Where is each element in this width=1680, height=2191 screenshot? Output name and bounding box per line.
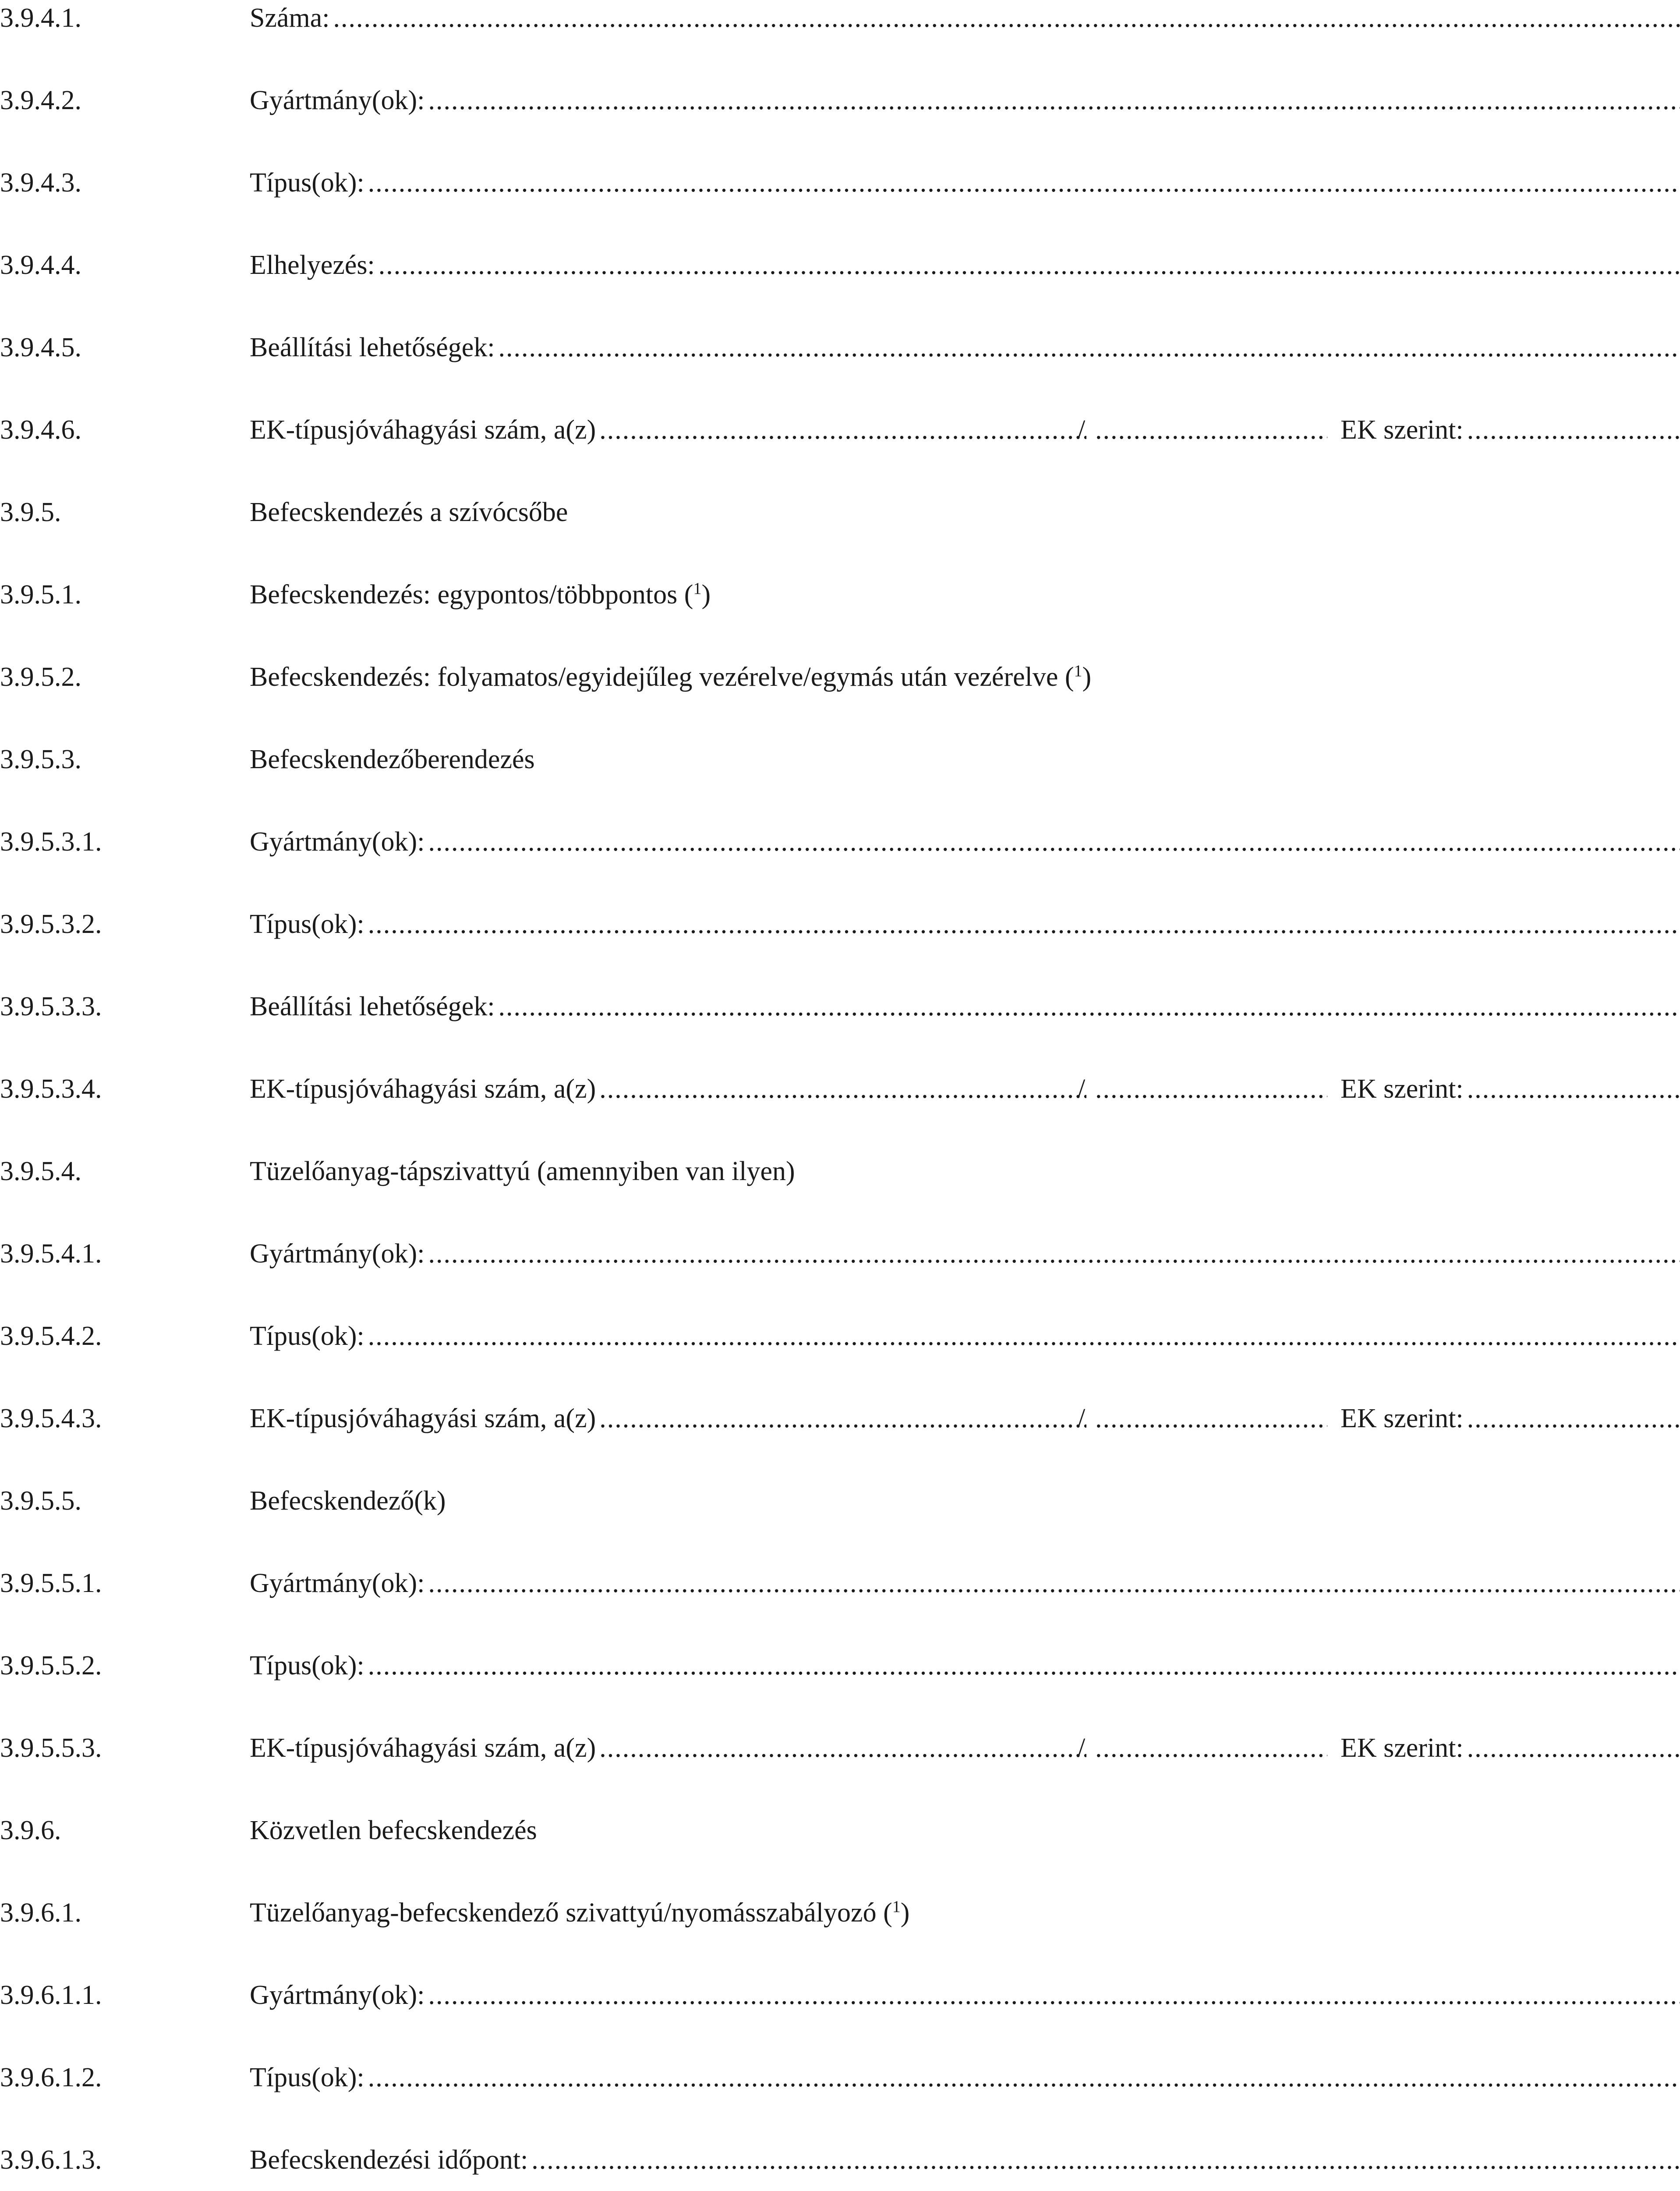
item-label-text: Befecskendezés: egypontos/többpontos ( bbox=[250, 580, 693, 610]
fill-in-blank[interactable] bbox=[428, 1230, 1680, 1278]
item-label-text: Befecskendezőberendezés bbox=[250, 745, 535, 774]
form-row bbox=[0, 1230, 1680, 1278]
fill-in-blank[interactable] bbox=[531, 2136, 1680, 2184]
fill-in-blank[interactable] bbox=[368, 900, 1680, 948]
item-label-suffix: ) bbox=[1082, 662, 1092, 692]
item-label-text: Elhelyezés: bbox=[250, 250, 375, 280]
item-content bbox=[250, 0, 1680, 42]
item-content bbox=[250, 2053, 1680, 2102]
approval-number-field-group bbox=[250, 1065, 1680, 1113]
item-label bbox=[250, 2053, 364, 2102]
item-content bbox=[250, 159, 1680, 207]
item-content bbox=[250, 1477, 1680, 1525]
item-label bbox=[250, 982, 495, 1031]
item-content bbox=[250, 488, 1680, 536]
fill-in-blank[interactable] bbox=[1095, 1065, 1327, 1113]
form-row bbox=[0, 1724, 1680, 1772]
fill-in-blank[interactable] bbox=[1095, 1394, 1327, 1443]
item-content bbox=[250, 241, 1680, 289]
item-content bbox=[250, 1971, 1680, 2019]
form-row bbox=[0, 1971, 1680, 2019]
item-label bbox=[250, 1559, 424, 1607]
according-to-segment bbox=[1340, 1065, 1680, 1113]
item-content bbox=[250, 323, 1680, 372]
item-label-text: Gyártmány(ok): bbox=[250, 1568, 425, 1598]
fill-in-blank[interactable] bbox=[368, 159, 1680, 207]
form-row bbox=[0, 1477, 1680, 1525]
ek-according-label: EK szerint: bbox=[1340, 1733, 1464, 1763]
ek-according-label: EK szerint: bbox=[1340, 415, 1464, 445]
separator-slash: / bbox=[1078, 415, 1086, 445]
item-label bbox=[250, 1230, 424, 1278]
fill-in-blank[interactable] bbox=[1467, 1724, 1680, 1772]
fill-in-blank[interactable] bbox=[368, 1641, 1680, 1690]
item-label-text: Beállítási lehetőségek: bbox=[250, 992, 495, 1021]
item-content bbox=[250, 1312, 1680, 1360]
approval-extension-segment bbox=[1095, 406, 1327, 454]
fill-in-blank[interactable] bbox=[499, 323, 1680, 372]
approval-number-segment bbox=[250, 1394, 1086, 1443]
item-label-text: Befecskendezési időpont: bbox=[250, 2145, 528, 2175]
ek-according-label: EK szerint: bbox=[1340, 1404, 1464, 1433]
item-number: 3.9.5.1. bbox=[0, 580, 81, 610]
item-label-text: Befecskendezés a szívócsőbe bbox=[250, 497, 568, 527]
separator-slash: / bbox=[1078, 1404, 1086, 1433]
item-content bbox=[250, 1230, 1680, 1278]
approval-number-segment bbox=[250, 1724, 1086, 1772]
item-number: 3.9.5.4. bbox=[0, 1156, 81, 1186]
item-label-text: Beállítási lehetőségek: bbox=[250, 333, 495, 362]
form-row bbox=[0, 1641, 1680, 1690]
item-content bbox=[250, 900, 1680, 948]
item-content bbox=[250, 76, 1680, 124]
form-row bbox=[0, 406, 1680, 454]
item-label bbox=[250, 1971, 424, 2019]
fill-in-blank[interactable] bbox=[1467, 1065, 1680, 1113]
form-row bbox=[0, 982, 1680, 1031]
item-content bbox=[250, 1641, 1680, 1690]
item-number: 3.9.6.1.1. bbox=[0, 1980, 102, 2010]
fill-in-blank[interactable] bbox=[599, 1724, 1086, 1772]
item-number: 3.9.5.3.4. bbox=[0, 1074, 102, 1104]
form-row bbox=[0, 241, 1680, 289]
form-row bbox=[0, 653, 1680, 701]
approval-number-field-group bbox=[250, 406, 1680, 454]
item-label: EK-típusjóváhagyási szám, a(z) bbox=[250, 1733, 596, 1763]
item-number: 3.9.6.1.3. bbox=[0, 2145, 102, 2175]
item-label bbox=[250, 0, 330, 42]
form-row bbox=[0, 571, 1680, 619]
fill-in-blank[interactable] bbox=[599, 1065, 1086, 1113]
item-label bbox=[250, 323, 495, 372]
item-number: 3.9.5.4.3. bbox=[0, 1404, 102, 1433]
item-label-text: Tüzelőanyag-tápszivattyú (amennyiben van ilyen) bbox=[250, 1156, 795, 1186]
item-label bbox=[250, 735, 535, 784]
form-row bbox=[0, 818, 1680, 866]
fill-in-blank[interactable] bbox=[599, 406, 1086, 454]
item-label bbox=[250, 571, 711, 619]
item-label-text: Gyártmány(ok): bbox=[250, 1980, 425, 2010]
item-label bbox=[250, 1641, 364, 1690]
form-row bbox=[0, 1147, 1680, 1195]
item-number: 3.9.6.1.2. bbox=[0, 2063, 102, 2092]
item-number: 3.9.4.2. bbox=[0, 85, 81, 115]
item-label-text: Befecskendező(k) bbox=[250, 1486, 446, 1516]
fill-in-blank[interactable] bbox=[368, 1312, 1680, 1360]
item-label bbox=[250, 159, 364, 207]
form-row bbox=[0, 2053, 1680, 2102]
item-content bbox=[250, 653, 1680, 701]
item-number: 3.9.5.5.1. bbox=[0, 1568, 102, 1598]
approval-number-field-group bbox=[250, 1724, 1680, 1772]
item-label-text: Gyártmány(ok): bbox=[250, 827, 425, 857]
item-label-text: Közvetlen befecskendezés bbox=[250, 1815, 537, 1845]
item-label-text: Típus(ok): bbox=[250, 1321, 364, 1351]
item-content bbox=[250, 1889, 1680, 1937]
item-label-text: Típus(ok): bbox=[250, 909, 364, 939]
item-number: 3.9.5.5.3. bbox=[0, 1733, 102, 1763]
fill-in-blank[interactable] bbox=[1095, 406, 1327, 454]
item-content bbox=[250, 1559, 1680, 1607]
form-row bbox=[0, 1065, 1680, 1113]
item-label bbox=[250, 1889, 909, 1937]
item-label-suffix: ) bbox=[900, 1898, 910, 1928]
item-number: 3.9.4.4. bbox=[0, 250, 81, 280]
form-row bbox=[0, 1312, 1680, 1360]
item-label-text: Száma: bbox=[250, 3, 330, 33]
footnote-reference: 1 bbox=[892, 1897, 901, 1916]
fill-in-blank[interactable] bbox=[428, 76, 1680, 124]
form-row bbox=[0, 323, 1680, 372]
item-label bbox=[250, 488, 568, 536]
item-label: EK-típusjóváhagyási szám, a(z) bbox=[250, 1404, 596, 1433]
approval-number-field-group bbox=[250, 1394, 1680, 1443]
footnote-reference: 1 bbox=[693, 579, 702, 598]
item-number: 3.9.5.5. bbox=[0, 1486, 81, 1516]
item-number: 3.9.4.5. bbox=[0, 333, 81, 362]
item-content bbox=[250, 1147, 1680, 1195]
item-label-text: Befecskendezés: folyamatos/egyidejűleg vezérelve/egymás után vezérelve ( bbox=[250, 662, 1074, 692]
item-content bbox=[250, 982, 1680, 1031]
form-row bbox=[0, 159, 1680, 207]
fill-in-blank[interactable] bbox=[428, 818, 1680, 866]
item-label bbox=[250, 1147, 795, 1195]
item-label-text: Gyártmány(ok): bbox=[250, 1239, 425, 1269]
item-label bbox=[250, 818, 424, 866]
item-number: 3.9.5.5.2. bbox=[0, 1651, 102, 1680]
item-number: 3.9.5.3.1. bbox=[0, 827, 102, 857]
form-row bbox=[0, 0, 1680, 42]
form-row bbox=[0, 1889, 1680, 1937]
approval-extension-segment bbox=[1095, 1394, 1327, 1443]
fill-in-blank[interactable] bbox=[1467, 1394, 1680, 1443]
form-row bbox=[0, 2136, 1680, 2184]
item-label bbox=[250, 241, 375, 289]
item-content bbox=[250, 2136, 1680, 2184]
fill-in-blank[interactable] bbox=[378, 241, 1680, 289]
item-number: 3.9.5. bbox=[0, 497, 61, 527]
item-label-text: Tüzelőanyag-befecskendező szivattyú/nyomásszabályozó ( bbox=[250, 1898, 892, 1928]
item-label: EK-típusjóváhagyási szám, a(z) bbox=[250, 1074, 596, 1104]
according-to-segment bbox=[1340, 406, 1680, 454]
form-row bbox=[0, 488, 1680, 536]
item-label bbox=[250, 653, 1091, 701]
form-row bbox=[0, 900, 1680, 948]
according-to-segment bbox=[1340, 1394, 1680, 1443]
item-label: EK-típusjóváhagyási szám, a(z) bbox=[250, 415, 596, 445]
fill-in-blank[interactable] bbox=[368, 2053, 1680, 2102]
according-to-segment bbox=[1340, 1724, 1680, 1772]
form-row bbox=[0, 735, 1680, 784]
item-number: 3.9.4.3. bbox=[0, 168, 81, 198]
item-label bbox=[250, 1806, 537, 1854]
separator-slash: / bbox=[1078, 1733, 1086, 1763]
item-number: 3.9.5.2. bbox=[0, 662, 81, 692]
fill-in-blank[interactable] bbox=[1467, 406, 1680, 454]
item-content bbox=[250, 571, 1680, 619]
form-row bbox=[0, 1806, 1680, 1854]
fill-in-blank[interactable] bbox=[599, 1394, 1086, 1443]
item-label-text: Típus(ok): bbox=[250, 168, 364, 198]
item-number: 3.9.5.4.2. bbox=[0, 1321, 102, 1351]
approval-number-segment bbox=[250, 1065, 1086, 1113]
approval-number-segment bbox=[250, 406, 1086, 454]
approval-extension-segment bbox=[1095, 1065, 1327, 1113]
form-row bbox=[0, 1559, 1680, 1607]
item-label bbox=[250, 1312, 364, 1360]
approval-extension-segment bbox=[1095, 1724, 1327, 1772]
footnote-reference: 1 bbox=[1074, 662, 1082, 681]
item-number: 3.9.5.3. bbox=[0, 745, 81, 774]
item-number: 3.9.6. bbox=[0, 1815, 61, 1845]
fill-in-blank[interactable] bbox=[499, 982, 1680, 1031]
item-label-text: Típus(ok): bbox=[250, 1651, 364, 1680]
item-number: 3.9.6.1. bbox=[0, 1898, 81, 1928]
item-label bbox=[250, 76, 424, 124]
item-content bbox=[250, 818, 1680, 866]
ek-according-label: EK szerint: bbox=[1340, 1074, 1464, 1104]
fill-in-blank[interactable] bbox=[333, 0, 1680, 42]
form-row bbox=[0, 1394, 1680, 1443]
item-label-text: Gyártmány(ok): bbox=[250, 85, 425, 115]
item-content bbox=[250, 1806, 1680, 1854]
item-number: 3.9.5.3.3. bbox=[0, 992, 102, 1021]
fill-in-blank[interactable] bbox=[428, 1971, 1680, 2019]
fill-in-blank[interactable] bbox=[428, 1559, 1680, 1607]
separator-slash: / bbox=[1078, 1074, 1086, 1104]
item-label bbox=[250, 1477, 446, 1525]
item-label-text: Típus(ok): bbox=[250, 2063, 364, 2092]
item-label-suffix: ) bbox=[701, 580, 711, 610]
item-number: 3.9.4.6. bbox=[0, 415, 81, 445]
item-content bbox=[250, 735, 1680, 784]
fill-in-blank[interactable] bbox=[1095, 1724, 1327, 1772]
item-number: 3.9.4.1. bbox=[0, 3, 81, 33]
form-row bbox=[0, 76, 1680, 124]
item-label bbox=[250, 900, 364, 948]
item-label bbox=[250, 2136, 528, 2184]
item-number: 3.9.5.3.2. bbox=[0, 909, 102, 939]
item-number: 3.9.5.4.1. bbox=[0, 1239, 102, 1269]
